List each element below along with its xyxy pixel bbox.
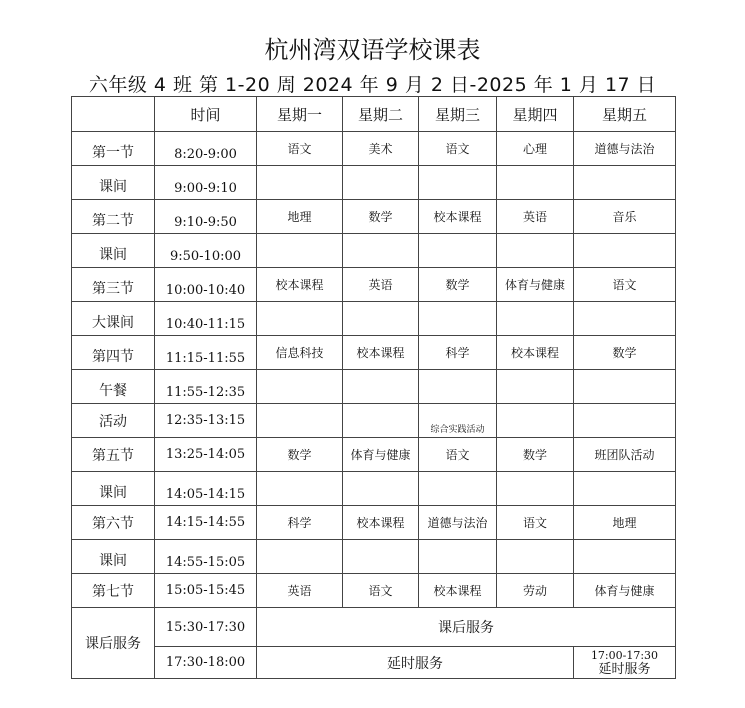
- friday-cell: [574, 404, 676, 438]
- time-cell: 14:55-15:05: [155, 540, 257, 574]
- period-row: [72, 132, 676, 166]
- time-cell: 9:50-10:00: [155, 234, 257, 268]
- period-cell: 午餐: [72, 370, 155, 404]
- tuesday-cell: [343, 166, 419, 200]
- period-row: [72, 336, 676, 370]
- period-row: [72, 574, 676, 608]
- friday-extended-label: 延时服务: [598, 661, 651, 677]
- time-cell: 14:05-14:15: [155, 472, 257, 506]
- thursday-cell: 英语: [497, 200, 574, 234]
- thursday-cell: [497, 472, 574, 506]
- friday-extended-time: 17:00-17:30: [590, 648, 659, 662]
- tuesday-cell: 校本课程: [343, 336, 419, 370]
- header-cell-wednesday: 星期三: [419, 97, 497, 132]
- time-cell: 11:55-12:35: [155, 370, 257, 404]
- header-cell-tuesday: 星期二: [343, 97, 419, 132]
- period-row: [72, 370, 676, 404]
- wednesday-cell: 校本课程: [419, 574, 497, 608]
- thursday-cell: [497, 540, 574, 574]
- tuesday-cell: 美术: [343, 132, 419, 166]
- period-row: [72, 302, 676, 336]
- period-row: [72, 234, 676, 268]
- tuesday-cell: 数学: [343, 200, 419, 234]
- header-cell-thursday: 星期四: [497, 97, 574, 132]
- period-cell: 课间: [72, 166, 155, 200]
- time-cell: 13:25-14:05: [155, 438, 257, 472]
- monday-cell: [257, 234, 343, 268]
- monday-cell: [257, 302, 343, 336]
- period-row: [72, 268, 676, 302]
- thursday-cell: 心理: [497, 132, 574, 166]
- time-cell: 10:00-10:40: [155, 268, 257, 302]
- friday-cell: [574, 234, 676, 268]
- class-info-subtitle: 六年级 4 班 第 1-20 周 2024 年 9 月 2 日-2025 年 1 月 17 日: [88, 74, 657, 96]
- period-row: [72, 438, 676, 472]
- header-cell-empty: [72, 97, 155, 132]
- thursday-cell: 体育与健康: [497, 268, 574, 302]
- header-cell-monday: 星期一: [257, 97, 343, 132]
- tuesday-cell: [343, 302, 419, 336]
- wednesday-cell: [419, 234, 497, 268]
- monday-cell: 语文: [257, 132, 343, 166]
- tuesday-cell: [343, 404, 419, 438]
- tuesday-cell: 校本课程: [343, 506, 419, 540]
- friday-cell: [574, 302, 676, 336]
- wednesday-cell: [419, 302, 497, 336]
- time-cell: 12:35-13:15: [155, 404, 257, 438]
- thursday-cell: [497, 302, 574, 336]
- monday-cell: 校本课程: [257, 268, 343, 302]
- header-cell-friday: 星期五: [574, 97, 676, 132]
- monday-cell: 数学: [257, 438, 343, 472]
- wednesday-cell: 语文: [419, 132, 497, 166]
- period-cell: 第一节: [72, 132, 155, 166]
- monday-cell: 信息科技: [257, 336, 343, 370]
- tuesday-cell: [343, 472, 419, 506]
- period-cell: 第六节: [72, 506, 155, 540]
- wednesday-cell: 校本课程: [419, 200, 497, 234]
- after-school-time-2: 17:30-18:00: [155, 647, 257, 679]
- friday-cell: 音乐: [574, 200, 676, 234]
- thursday-cell: [497, 404, 574, 438]
- friday-cell: 道德与法治: [574, 132, 676, 166]
- thursday-cell: [497, 166, 574, 200]
- tuesday-cell: [343, 370, 419, 404]
- header-cell-time: 时间: [155, 97, 257, 132]
- period-cell: 第四节: [72, 336, 155, 370]
- wednesday-cell: 综合实践活动: [419, 404, 497, 438]
- monday-cell: [257, 472, 343, 506]
- friday-cell: 地理: [574, 506, 676, 540]
- after-school-time-1: 15:30-17:30: [155, 608, 257, 647]
- time-cell: 10:40-11:15: [155, 302, 257, 336]
- wednesday-cell: 科学: [419, 336, 497, 370]
- period-cell: 大课间: [72, 302, 155, 336]
- period-row: [72, 200, 676, 234]
- thursday-cell: 劳动: [497, 574, 574, 608]
- period-cell: 活动: [72, 404, 155, 438]
- friday-cell: [574, 540, 676, 574]
- period-row: [72, 166, 676, 200]
- wednesday-cell: [419, 540, 497, 574]
- period-cell: 课间: [72, 234, 155, 268]
- timetable-body: [72, 97, 676, 679]
- wednesday-cell: 数学: [419, 268, 497, 302]
- monday-cell: [257, 540, 343, 574]
- tuesday-cell: 体育与健康: [343, 438, 419, 472]
- friday-cell: 数学: [574, 336, 676, 370]
- period-cell: 第三节: [72, 268, 155, 302]
- extended-service: 延时服务: [257, 647, 574, 679]
- time-cell: 8:20-9:00: [155, 132, 257, 166]
- friday-cell: 班团队活动: [574, 438, 676, 472]
- thursday-cell: 校本课程: [497, 336, 574, 370]
- wednesday-cell: [419, 472, 497, 506]
- period-row: [72, 540, 676, 574]
- monday-cell: 科学: [257, 506, 343, 540]
- period-row: [72, 506, 676, 540]
- time-cell: 9:10-9:50: [155, 200, 257, 234]
- time-cell: 9:00-9:10: [155, 166, 257, 200]
- period-row: [72, 404, 676, 438]
- time-cell: 11:15-11:55: [155, 336, 257, 370]
- thursday-cell: [497, 234, 574, 268]
- period-cell: 课间: [72, 472, 155, 506]
- thursday-cell: 数学: [497, 438, 574, 472]
- friday-cell: [574, 370, 676, 404]
- header-row: [72, 97, 676, 132]
- page-title: 杭州湾双语学校课表: [264, 36, 481, 64]
- tuesday-cell: 语文: [343, 574, 419, 608]
- time-cell: 15:05-15:45: [155, 574, 257, 608]
- monday-cell: 英语: [257, 574, 343, 608]
- friday-cell: [574, 472, 676, 506]
- time-cell: 14:15-14:55: [155, 506, 257, 540]
- thursday-cell: [497, 370, 574, 404]
- after-school-service: 课后服务: [257, 608, 676, 647]
- period-cell: 课间: [72, 540, 155, 574]
- tuesday-cell: [343, 540, 419, 574]
- monday-cell: [257, 166, 343, 200]
- monday-cell: [257, 370, 343, 404]
- wednesday-cell: 语文: [419, 438, 497, 472]
- after-school-label: 课后服务: [72, 608, 155, 679]
- period-cell: 第七节: [72, 574, 155, 608]
- wednesday-cell: [419, 370, 497, 404]
- friday-cell: 体育与健康: [574, 574, 676, 608]
- tuesday-cell: 英语: [343, 268, 419, 302]
- wednesday-cell: 道德与法治: [419, 506, 497, 540]
- timetable: [71, 96, 676, 679]
- monday-cell: 地理: [257, 200, 343, 234]
- period-cell: 第五节: [72, 438, 155, 472]
- period-cell: 第二节: [72, 200, 155, 234]
- friday-extended-cell: [574, 647, 676, 679]
- friday-cell: 语文: [574, 268, 676, 302]
- after-school-row-1: [72, 608, 676, 647]
- period-row: [72, 472, 676, 506]
- wednesday-cell: [419, 166, 497, 200]
- thursday-cell: 语文: [497, 506, 574, 540]
- friday-cell: [574, 166, 676, 200]
- tuesday-cell: [343, 234, 419, 268]
- monday-cell: [257, 404, 343, 438]
- after-school-row-2: [72, 647, 676, 679]
